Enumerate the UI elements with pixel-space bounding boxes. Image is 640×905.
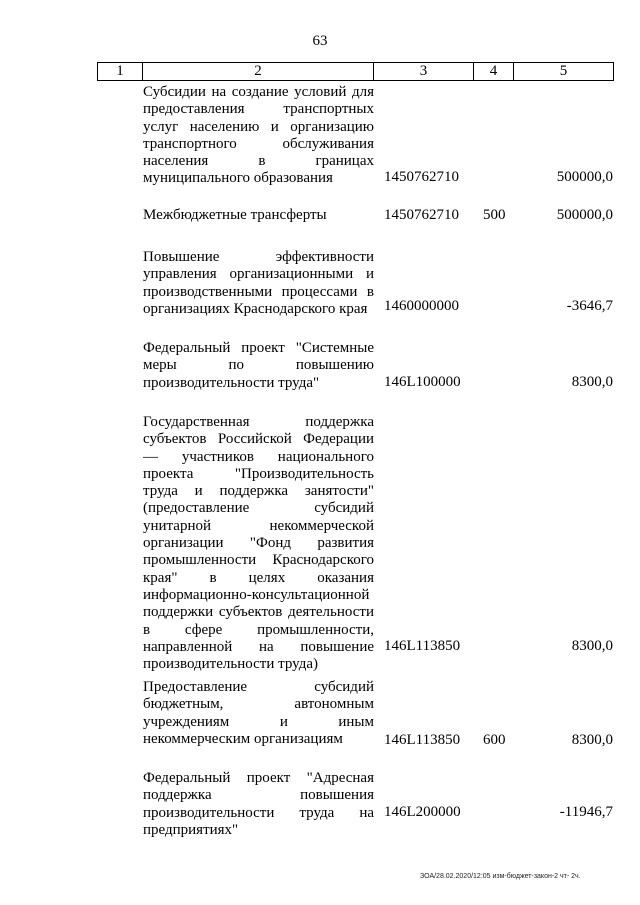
row-name: Межбюджетные трансферты	[143, 207, 327, 223]
column-header-2: 2	[143, 63, 374, 81]
column-header-1: 1	[98, 63, 143, 81]
row-sum: 500000,0	[556, 169, 613, 185]
row-type: 600	[483, 732, 506, 748]
row-sum: 500000,0	[556, 207, 613, 223]
row-sum: 8300,0	[571, 638, 613, 654]
column-header-3: 3	[374, 63, 474, 81]
row-name: Федеральный проект "Системные меры по повышению производительности труда"	[143, 340, 374, 391]
row-code: 146L200000	[384, 804, 461, 820]
row-name: Государственная поддержка субъектов Российской Федерации — участников национального проекта "Производительность труда и поддержка занятости" (предоставление субсидий унитарной некоммерческой организации "Фонд развития промышленности Краснодарского края" в целях оказания информационно-консультационной поддержки субъектов деятельности в сфере промышленности, направленной на повышение производительности труда)	[143, 414, 374, 673]
row-code: 1460000000	[384, 298, 459, 314]
row-code: 146L113850	[384, 732, 461, 748]
page-number: 63	[312, 33, 328, 49]
row-name: Федеральный проект "Адресная поддержка повышения производительности труда на предприятиях"	[143, 770, 374, 838]
row-sum: -3646,7	[566, 298, 613, 314]
row-sum: -11946,7	[559, 804, 613, 820]
row-type: 500	[483, 207, 506, 223]
column-header-row	[97, 62, 614, 81]
row-code: 146L100000	[384, 374, 461, 390]
footer-note: ЗОА/28.02.2020/12:05 изм-бюджет-закон-2 чт- 2ч.	[420, 873, 581, 880]
column-header-5: 5	[514, 63, 614, 81]
column-header-4: 4	[474, 63, 514, 81]
row-code: 146L113850	[384, 638, 461, 654]
row-name: Субсидии на создание условий для предоставления транспортных услуг населению и организацию транспортного обслуживания населения в границах муниципального образования	[143, 84, 374, 187]
row-sum: 8300,0	[571, 374, 613, 390]
row-name: Предоставление субсидий бюджетным, автономным учреждениям и иным некоммерческим организациям	[143, 679, 374, 747]
row-sum: 8300,0	[571, 732, 613, 748]
row-name: Повышение эффективности управления организационными и производственными процессами в организациях Краснодарского края	[143, 249, 374, 317]
row-code: 1450762710	[384, 207, 459, 223]
row-code: 1450762710	[384, 169, 459, 185]
